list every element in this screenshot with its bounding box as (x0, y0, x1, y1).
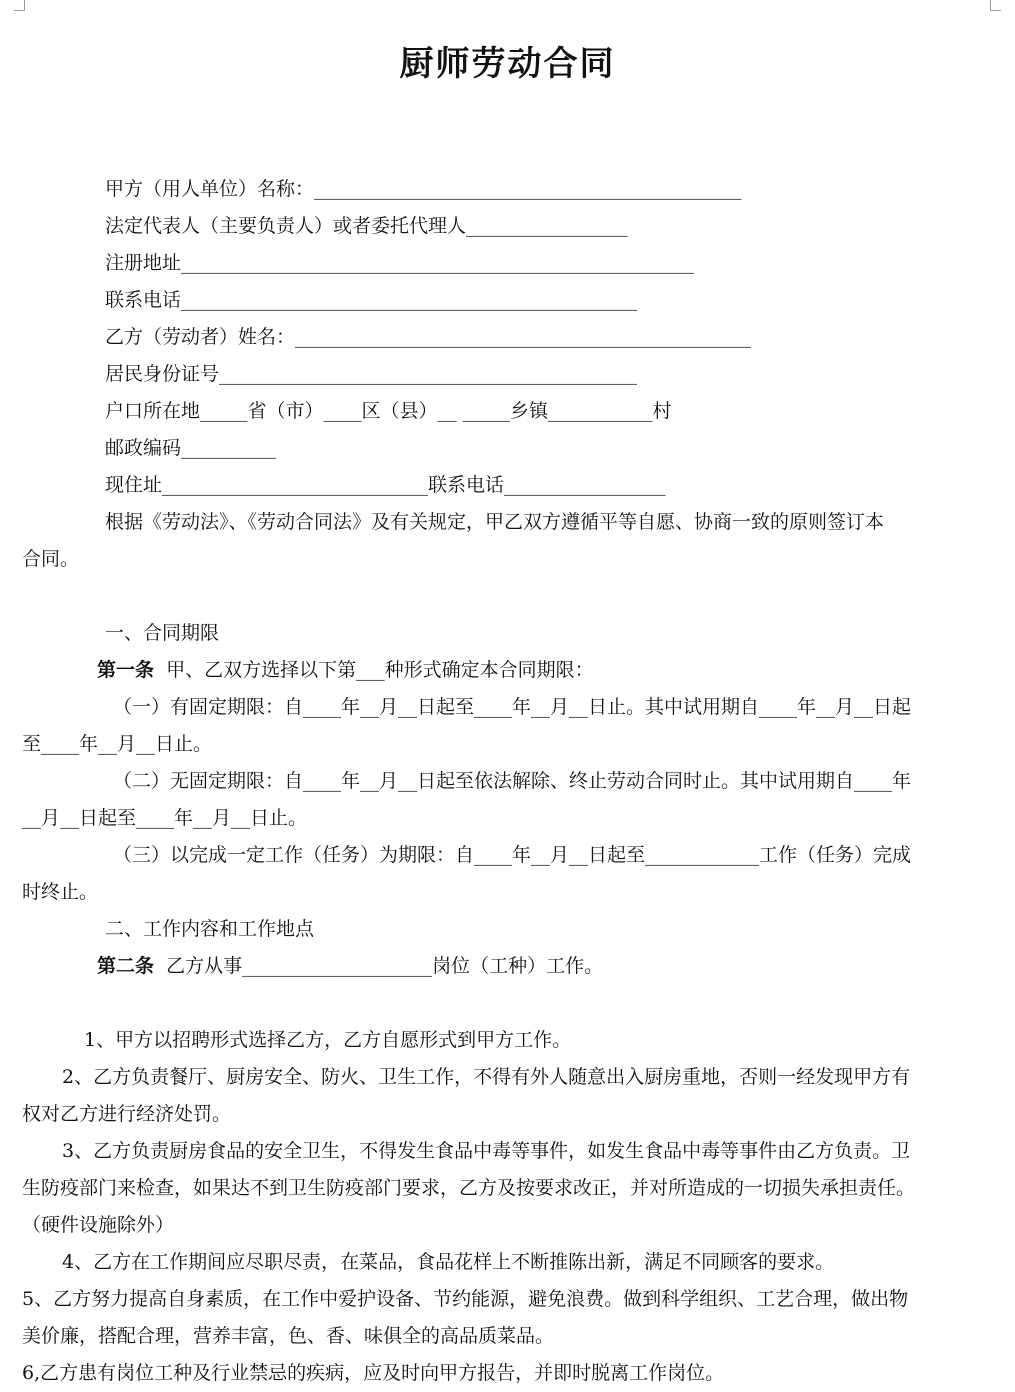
article-2 (97, 948, 1008, 985)
postal-code-line: 邮政编码__________ (105, 437, 277, 459)
id-number-line: 居民身份证号____________________________________________ (105, 363, 638, 385)
open-term-line-1: （二）无固定期限：自____年__月__日起至依法解除、终止劳动合同时止。其中试用期自____年 (113, 770, 912, 792)
article-2-text: 乙方从事____________________岗位（工种）工作。 (166, 955, 604, 977)
preamble-line-1: 根据《劳动法》、《劳动合同法》及有关规定，甲乙双方遵循平等自愿、协商一致的原则签订本 (105, 511, 885, 533)
registered-address-line: 注册地址______________________________________________________ (105, 252, 695, 274)
clause-5-line-2: 美价廉，搭配合理，营养丰富，色、香、味俱全的高品质菜品。 (22, 1325, 555, 1347)
party-a-phone-line: 联系电话________________________________________________ (105, 289, 638, 311)
fixed-term-line-2: 至____年__月__日止。 (22, 733, 213, 755)
clause-2-line-1: 2、乙方负责餐厅、厨房安全、防火、卫生工作，不得有外人随意出入厨房重地，否则一经发现甲方有 (62, 1066, 911, 1088)
open-term-line-2: __月__日起至____年__月__日止。 (22, 807, 308, 829)
household-registration-line: 户口所在地_____省（市）____区（县）__ _____乡镇___________村 (105, 400, 672, 422)
article-1-text: 甲、乙双方选择以下第___种形式确定本合同期限： (166, 659, 594, 681)
section-2-heading: 二、工作内容和工作地点 (105, 918, 315, 940)
task-term-line-2: 时终止。 (22, 881, 99, 903)
legal-representative-line: 法定代表人（主要负责人）或者委托代理人_________________ (105, 215, 628, 237)
current-address-line: 现住址____________________________联系电话_________________ (105, 474, 666, 496)
article-1-label: 第一条 (97, 659, 155, 681)
clause-1: 1、甲方以招聘形式选择乙方，乙方自愿形式到甲方工作。 (84, 1029, 572, 1051)
article-1 (97, 652, 1008, 689)
section-1-heading: 一、合同期限 (105, 622, 220, 644)
page-corner-mark-left (14, 0, 25, 11)
article-2-label: 第二条 (97, 955, 155, 977)
clause-3-line-2: 生防疫部门来检查，如果达不到卫生防疫部门要求，乙方及按要求改正，并对所造成的一切损失承担责任。 (22, 1177, 916, 1199)
preamble-line-2: 合同。 (22, 548, 80, 570)
clause-6: 6,乙方患有岗位工种及行业禁忌的疾病，应及时向甲方报告，并即时脱离工作岗位。 (22, 1362, 725, 1384)
clause-5-line-1: 5、乙方努力提高自身素质，在工作中爱护设备、节约能源，避免浪费。做到科学组织、工艺合理，做出物 (22, 1288, 909, 1310)
clause-3-line-1: 3、乙方负责厨房食品的安全卫生，不得发生食品中毒等事件，如发生食品中毒等事件由乙方负责。卫 (62, 1140, 911, 1162)
clause-3-line-3: （硬件设施除外） (22, 1214, 175, 1236)
page-corner-mark-right (990, 0, 1001, 11)
task-term-line-1: （三）以完成一定工作（任务）为期限：自____年__月__日起至____________工作（任务）完成 (113, 844, 912, 866)
fixed-term-line-1: （一）有固定期限：自____年__月__日起至____年__月__日止。其中试用期自____年__月__日起 (113, 696, 912, 718)
clause-4: 4、乙方在工作期间应尽职尽责，在菜品，食品花样上不断推陈出新，满足不同顾客的要求。 (62, 1251, 835, 1273)
party-b-name-line: 乙方（劳动者）姓名：________________________________________________ (105, 326, 752, 348)
party-a-name-line: 甲方（用人单位）名称：_____________________________________________ (105, 178, 742, 200)
clause-2-line-2: 权对乙方进行经济处罚。 (22, 1103, 232, 1125)
document-title: 厨师劳动合同 (399, 44, 616, 84)
